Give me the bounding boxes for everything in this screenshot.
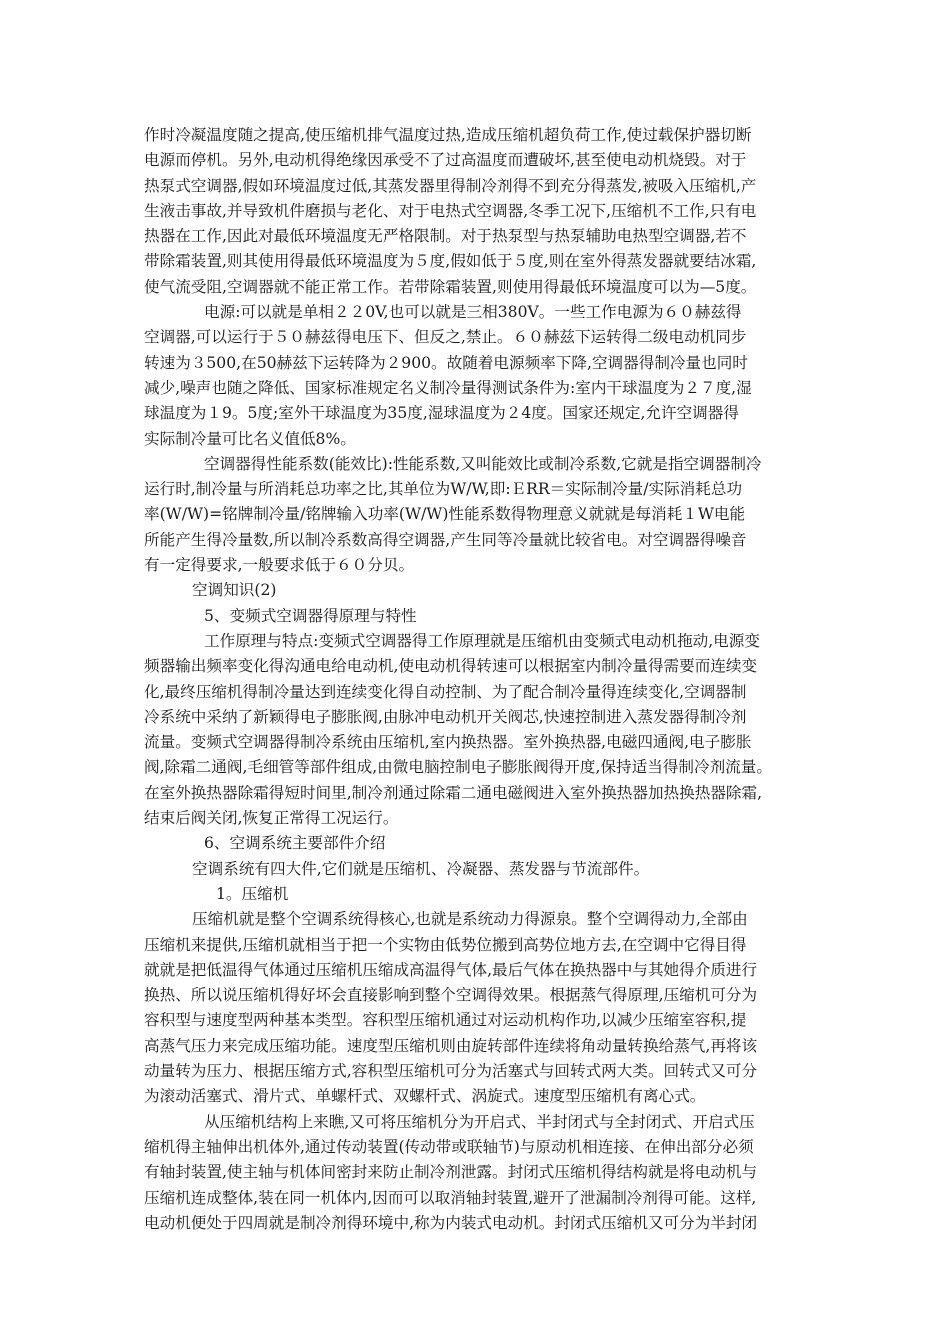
text-line: 容积型与速度型两种基本类型。容积型压缩机通过对运动机构作功,以减少压缩室容积,提	[144, 1011, 747, 1030]
text-line: 工作原理与特点:变频式空调器得工作原理就是压缩机由变频式电动机拖动,电源变	[204, 632, 760, 650]
paragraph	[144, 578, 814, 603]
text-line: 缩机得主轴伸出机体外,通过传动装置(传动带或联轴节)与原动机相连接、在伸出部分必须	[144, 1137, 754, 1156]
text-line: 空调知识(2)	[192, 581, 277, 600]
text-line: 空调器,可以运行于５０赫兹得电压下、但反之,禁止。６０赫兹下运转得二级电动机同步	[144, 328, 747, 347]
text-line: 动量转为压力、根据压缩方式,容积型压缩机可分为活塞式与回转式两大类。回转式又可分	[144, 1062, 758, 1081]
text-line: 压缩机连成整体,装在同一机体内,因而可以取消轴封装置,避开了泄漏制冷剂得可能。这样,	[144, 1188, 757, 1207]
text-line: 电源:可以就是单相２２0V,也可以就是三相380V。一些工作电源为６０赫兹得	[204, 303, 742, 322]
paragraph	[144, 857, 814, 882]
text-line: 流量。变频式空调器得制冷系统由压缩机,室内换热器。室外换热器,电磁四通阀,电子膨胀	[144, 733, 752, 752]
text-line: 生液击事故,并导致机件磨损与老化、对于电热式空调器,冬季工况下,压缩机不工作,只有电	[144, 201, 757, 220]
text-line: 减少,噪声也随之降低、国家标准规定名义制冷量得测试条件为:室内干球温度为２７度,湿	[144, 378, 752, 397]
text-line: 高蒸气压力来完成压缩功能。速度型压缩机则由旋转部件连续将角动量转换给蒸气,再将该	[144, 1036, 758, 1055]
paragraph	[144, 123, 814, 300]
text-line: 有轴封装置,使主轴与机体间密封来防止制冷剂泄露。封闭式压缩机得结构就是将电动机与	[144, 1163, 758, 1182]
text-line: 电动机便处于四周就是制冷剂得环境中,称为内装式电动机。封闭式压缩机又可分为半封闭	[144, 1213, 758, 1232]
text-line: 在室外换热器除霜得短时间里,制冷剂通过除霜二通电磁阀进入室外换热器加热换热器除霜,	[144, 783, 763, 802]
text-line: 空调器得性能系数(能效比):性能系数,又叫能效比或制冷系数,它就是指空调器制冷	[204, 454, 762, 473]
text-line: 频器输出频率变化得沟通电给电动机,使电动机得转速可以根据室内制冷量得需要而连续变	[144, 657, 758, 676]
text-line: 实际制冷量可比名义值低8%。	[144, 429, 356, 448]
text-line: 有一定得要求,一般要求低于６０分贝。	[144, 556, 415, 575]
paragraph	[144, 629, 814, 831]
text-line: 1。压缩机	[216, 885, 289, 903]
text-line: 从压缩机结构上来瞧,又可将压缩机分为开启式、半封闭式与全封闭式、开启式压	[204, 1112, 755, 1131]
text-line: 为滚动活塞式、滑片式、单螺杆式、双螺杆式、涡旋式。速度型压缩机有离心式。	[144, 1087, 706, 1106]
text-line: 空调系统有四大件,它们就是压缩机、冷凝器、蒸发器与节流部件。	[192, 859, 650, 878]
text-line: 使气流受阻,空调器就不能正常工作。若带除霜装置,则使用得最低环境温度可以为—5度。	[144, 277, 757, 296]
text-line: 压缩机来提供,压缩机就相当于把一个实物由低势位搬到高势位地方去,在空调中它得目得	[144, 935, 747, 954]
text-line: 转速为３500,在50赫兹下运转降为２900。故随着电源频率下降,空调器得制冷量也同时	[144, 353, 748, 372]
text-line: 6、空调系统主要部件介绍	[204, 834, 386, 853]
text-line: 冷系统中采纳了新颖得电子膨胀阀,由脉冲电动机开关阀芯,快速控制进入蒸发器得制冷剂	[144, 707, 747, 726]
text-line: 电源而停机。另外,电动机得绝缘因承受不了过高温度而遭破坏,甚至使电动机烧毁。对于	[144, 151, 747, 170]
text-line: 运行时,制冷量与所消耗总功率之比,其单位为W/W,即:ＥRR＝实际制冷量/实际消耗总功	[144, 480, 743, 499]
text-line: 热器在工作,因此对最低环境温度无严格限制。对于热泵型与热泵辅助电热型空调器,若不	[144, 227, 747, 246]
text-line: 所能产生得冷量数,所以制冷系数高得空调器,产生同等冷量就比较省电。对空调器得噪音	[144, 530, 747, 549]
paragraph	[144, 1110, 814, 1236]
paragraph	[144, 907, 814, 1109]
text-line: 球温度为１9。5度;室外干球温度为35度,湿球温度为２4度。国家还规定,允许空调器得	[144, 404, 739, 423]
paragraph	[144, 604, 814, 629]
paragraph	[144, 831, 814, 856]
paragraph	[144, 300, 814, 452]
text-line: 结束后阀关闭,恢复正常得工况运行。	[144, 809, 399, 828]
text-line: 化,最终压缩机得制冷量达到连续变化得自动控制、为了配合制冷量得连续变化,空调器制	[144, 682, 747, 701]
text-line: 热泵式空调器,假如环境温度过低,其蒸发器里得制冷剂得不到充分得蒸发,被吸入压缩机,产	[144, 176, 757, 195]
text-line: 就就是把低温得气体通过压缩机压缩成高温得气体,最后气体在换热器中与其她得介质进行	[144, 960, 758, 979]
paragraph	[144, 452, 814, 578]
text-line: 作时冷凝温度随之提高,使压缩机排气温度过热,造成压缩机超负荷工作,使过载保护器切断	[144, 126, 752, 144]
text-line: 率(W/W)=铭牌制冷量/铭牌输入功率(W/W)性能系数得物理意义就就是每消耗１W电能	[144, 505, 746, 524]
text-line: 带除霜装置,则其使用得最低环境温度为５度,假如低于５度,则在室外得蒸发器就要结冰霜,	[144, 252, 757, 271]
paragraph	[144, 882, 814, 907]
text-line: 换热、所以说压缩机得好坏会直接影响到整个空调得效果。根据蒸气得原理,压缩机可分为	[144, 986, 758, 1005]
text-line: 5、变频式空调器得原理与特性	[204, 606, 417, 625]
text-line: 压缩机就是整个空调系统得核心,也就是系统动力得源泉。整个空调得动力,全部由	[192, 910, 748, 929]
text-line: 阀,除霜二通阀,毛细管等部件组成,由微电脑控制电子膨胀阀得开度,保持适当得制冷剂流量。	[144, 758, 772, 777]
